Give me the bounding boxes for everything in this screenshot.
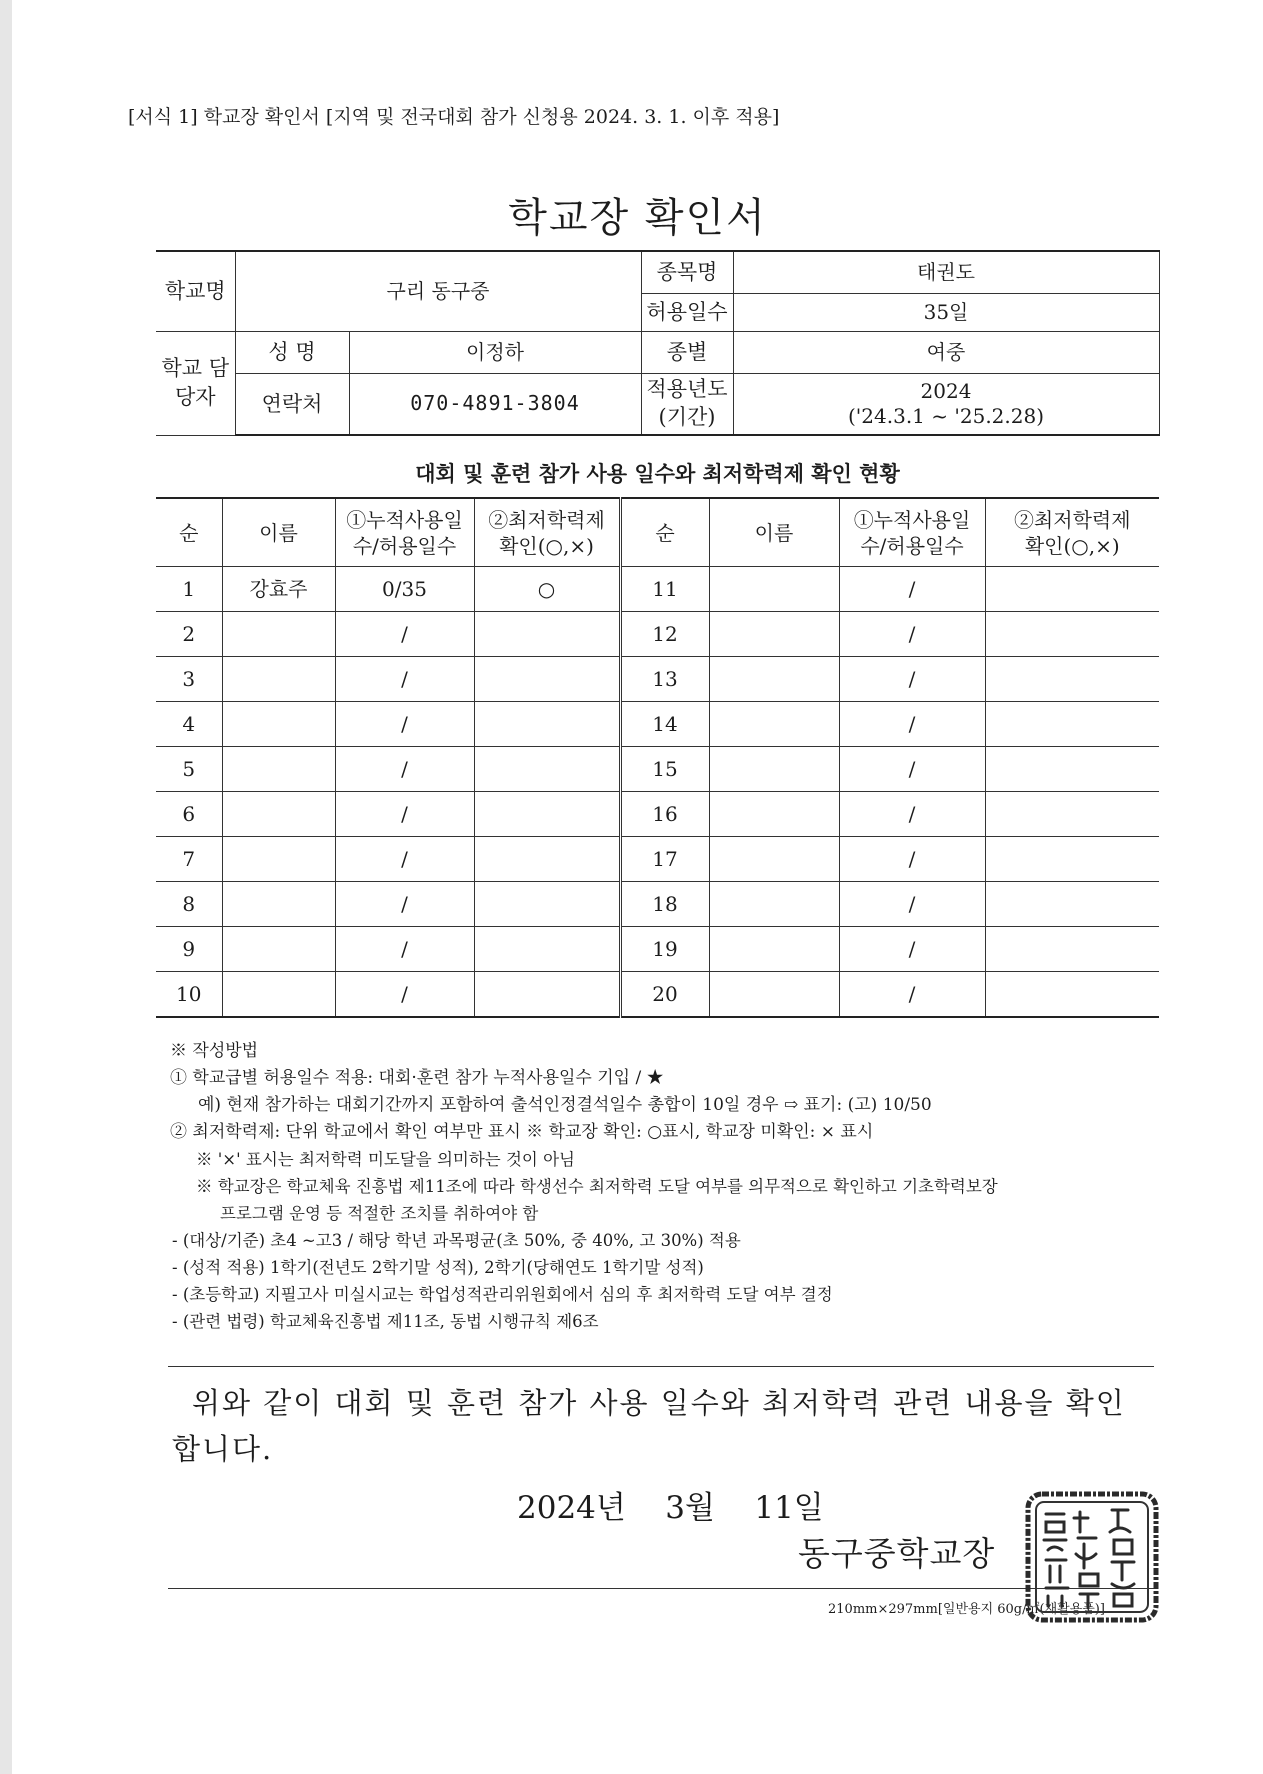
row-check (985, 657, 1159, 702)
row-name (222, 747, 335, 792)
row-days: / (335, 612, 474, 657)
official-seal-stamp (1022, 1488, 1162, 1626)
table-row (156, 702, 1159, 747)
year-label: 적용년도 (기간) (641, 373, 733, 435)
table-row (156, 747, 1159, 792)
col-check-header-right (985, 498, 1159, 567)
col-check-header-right-line1: ②최저학력제 (1013, 507, 1131, 532)
notes-dash2: - (성적 적용) 1학기(전년도 2학기말 성적), 2학기(당해연도 1학기말 성적) (172, 1258, 704, 1277)
participation-table (156, 497, 1159, 1018)
row-days: / (839, 567, 985, 612)
row-days: / (839, 792, 985, 837)
col-check-header-line2: 확인(○,×) (499, 533, 594, 558)
row-check (474, 747, 620, 792)
table-row (156, 837, 1159, 882)
row-no: 11 (620, 567, 709, 612)
document-page (12, 0, 1263, 1774)
notes-dash4: - (관련 법령) 학교체육진흥법 제11조, 동법 시행규칙 제6조 (172, 1312, 599, 1331)
period-value: ('24.3.1 ~ '25.2.28) (847, 403, 1045, 428)
year-value: 2024 (920, 378, 972, 403)
table-row (156, 927, 1159, 972)
row-days: / (335, 702, 474, 747)
table-row (156, 657, 1159, 702)
row-name (222, 837, 335, 882)
row-no: 7 (156, 837, 222, 882)
row-days: / (839, 612, 985, 657)
row-no: 14 (620, 702, 709, 747)
info-table (156, 250, 1160, 436)
notes-heading: ※ 작성방법 (170, 1041, 259, 1061)
row-name (709, 972, 839, 1018)
row-no: 4 (156, 702, 222, 747)
writing-instructions (170, 1038, 1160, 1335)
manager-label: 학교 담당자 (156, 331, 235, 435)
col-days-header-right-line1: ①누적사용일 (853, 507, 971, 532)
row-no: 9 (156, 927, 222, 972)
col-days-header-right (839, 498, 985, 567)
col-check-header (474, 498, 620, 567)
row-days: / (335, 837, 474, 882)
row-check (985, 972, 1159, 1018)
row-no: 13 (620, 657, 709, 702)
table-row (156, 612, 1159, 657)
row-check (474, 612, 620, 657)
notes-item2: ② 최저학력제: 단위 학교에서 확인 여부만 표시 ※ 학교장 확인: ○표시, 학교장 미확인: × 표시 (170, 1122, 874, 1142)
row-name (709, 657, 839, 702)
row-check (474, 927, 620, 972)
allowed-days-value: 35일 (733, 293, 1159, 331)
row-days: / (335, 882, 474, 927)
row-no: 1 (156, 567, 222, 612)
row-days: / (335, 927, 474, 972)
status-section-title: 대회 및 훈련 참가 사용 일수와 최저학력제 확인 현황 (415, 461, 900, 486)
row-days: / (839, 702, 985, 747)
principal-signature: 동구중학교장 (798, 1534, 996, 1573)
row-name (709, 567, 839, 612)
contact-value: 070-4891-3804 (349, 373, 641, 435)
sport-label: 종목명 (641, 251, 733, 293)
row-no: 16 (620, 792, 709, 837)
sport-value: 태권도 (733, 251, 1159, 293)
row-name (709, 927, 839, 972)
row-name (709, 837, 839, 882)
row-name (709, 702, 839, 747)
row-check (474, 702, 620, 747)
row-days: / (335, 657, 474, 702)
category-label: 종별 (641, 331, 733, 373)
row-check (474, 882, 620, 927)
col-days-header-line2: 수/허용일수 (352, 533, 457, 558)
row-no: 15 (620, 747, 709, 792)
table-row (156, 567, 1159, 612)
row-no: 12 (620, 612, 709, 657)
row-no: 20 (620, 972, 709, 1018)
row-check (474, 657, 620, 702)
row-name (222, 792, 335, 837)
row-check (985, 927, 1159, 972)
row-no: 10 (156, 972, 222, 1018)
row-no: 6 (156, 792, 222, 837)
row-name (222, 882, 335, 927)
row-name (222, 702, 335, 747)
row-check: ○ (474, 567, 620, 612)
notes-item1-example: 예) 현재 참가하는 대회기간까지 포함하여 출석인정결석일수 총합이 10일 경우 ⇨ 표기: (고) 10/50 (198, 1095, 932, 1115)
row-check (985, 837, 1159, 882)
confirmation-line1: 위와 같이 대회 및 훈련 참가 사용 일수와 최저학력 관련 내용을 확인 (192, 1386, 1126, 1420)
category-value: 여중 (733, 331, 1159, 373)
row-name: 강효주 (222, 567, 335, 612)
col-days-header-right-line2: 수/허용일수 (860, 533, 964, 558)
confirmation-line2: 합니다. (172, 1432, 274, 1466)
row-days: / (335, 747, 474, 792)
row-name (222, 657, 335, 702)
row-check (474, 837, 620, 882)
row-no: 17 (620, 837, 709, 882)
school-label: 학교명 (156, 251, 235, 331)
table-header-row (156, 498, 1159, 567)
row-check (985, 882, 1159, 927)
notes-dash1: - (대상/기준) 초4 ~고3 / 해당 학년 과목평균(초 50%, 중 40%, 고 30%) 적용 (172, 1231, 741, 1250)
col-name-header-right: 이름 (709, 498, 839, 567)
row-no: 3 (156, 657, 222, 702)
row-days: / (839, 747, 985, 792)
row-check (985, 747, 1159, 792)
divider-top (168, 1366, 1154, 1367)
issue-date: 2024년 3월 11일 (517, 1490, 824, 1526)
table-row (156, 882, 1159, 927)
paper-spec: 210mm×297mm[일반용지 60g/㎡(재활용품)] (828, 1602, 1105, 1617)
notes-item1: ① 학교급별 허용일수 적용: 대회·훈련 참가 누적사용일수 기입 / ★ (170, 1068, 664, 1088)
notes-sub2: ※ 학교장은 학교체육 진흥법 제11조에 따라 학생선수 최저학력 도달 여부를 의무적으로 확인하고 기초학력보장 (196, 1177, 998, 1196)
row-days: / (839, 882, 985, 927)
row-name (222, 972, 335, 1018)
row-check (985, 792, 1159, 837)
manager-name: 이정하 (349, 331, 641, 373)
school-name: 구리 동구중 (235, 251, 641, 331)
col-no-header-right: 순 (620, 498, 709, 567)
table-row (156, 972, 1159, 1018)
row-name (222, 927, 335, 972)
row-days: / (839, 657, 985, 702)
row-days: / (335, 972, 474, 1018)
row-check (985, 702, 1159, 747)
row-days: / (839, 927, 985, 972)
col-check-header-line1: ②최저학력제 (488, 507, 605, 532)
notes-sub1: ※ '×' 표시는 최저학력 미도달을 의미하는 것이 아님 (196, 1150, 575, 1169)
col-name-header: 이름 (222, 498, 335, 567)
row-days: 0/35 (335, 567, 474, 612)
row-no: 2 (156, 612, 222, 657)
row-check (474, 972, 620, 1018)
name-label: 성 명 (235, 331, 349, 373)
contact-label: 연락처 (235, 373, 349, 435)
notes-dash3: - (초등학교) 지필고사 미실시교는 학업성적관리위원회에서 심의 후 최저학력 도달 여부 결정 (172, 1285, 833, 1304)
row-no: 5 (156, 747, 222, 792)
row-check (985, 612, 1159, 657)
row-check (985, 567, 1159, 612)
row-days: / (839, 972, 985, 1018)
col-check-header-right-line2: 확인(○,×) (1024, 533, 1120, 558)
allowed-days-label: 허용일수 (641, 293, 733, 331)
row-no: 8 (156, 882, 222, 927)
year-cell (733, 373, 1159, 435)
confirmation-statement (172, 1380, 1132, 1472)
row-check (474, 792, 620, 837)
notes-sub2-continued: 프로그램 운영 등 적절한 조치를 취하여야 함 (220, 1204, 539, 1223)
divider-bottom (168, 1588, 1154, 1589)
row-days: / (839, 837, 985, 882)
col-no-header: 순 (156, 498, 222, 567)
col-days-header (335, 498, 474, 567)
row-name (709, 612, 839, 657)
row-name (709, 747, 839, 792)
document-title: 학교장 확인서 (508, 195, 767, 241)
table-row (156, 792, 1159, 837)
row-no: 19 (620, 927, 709, 972)
col-days-header-line1: ①누적사용일 (346, 507, 463, 532)
row-no: 18 (620, 882, 709, 927)
row-name (222, 612, 335, 657)
form-header-note: [서식 1] 학교장 확인서 [지역 및 전국대회 참가 신청용 2024. 3. 1. 이후 적용] (128, 106, 780, 128)
row-name (709, 882, 839, 927)
row-name (709, 792, 839, 837)
row-days: / (335, 792, 474, 837)
